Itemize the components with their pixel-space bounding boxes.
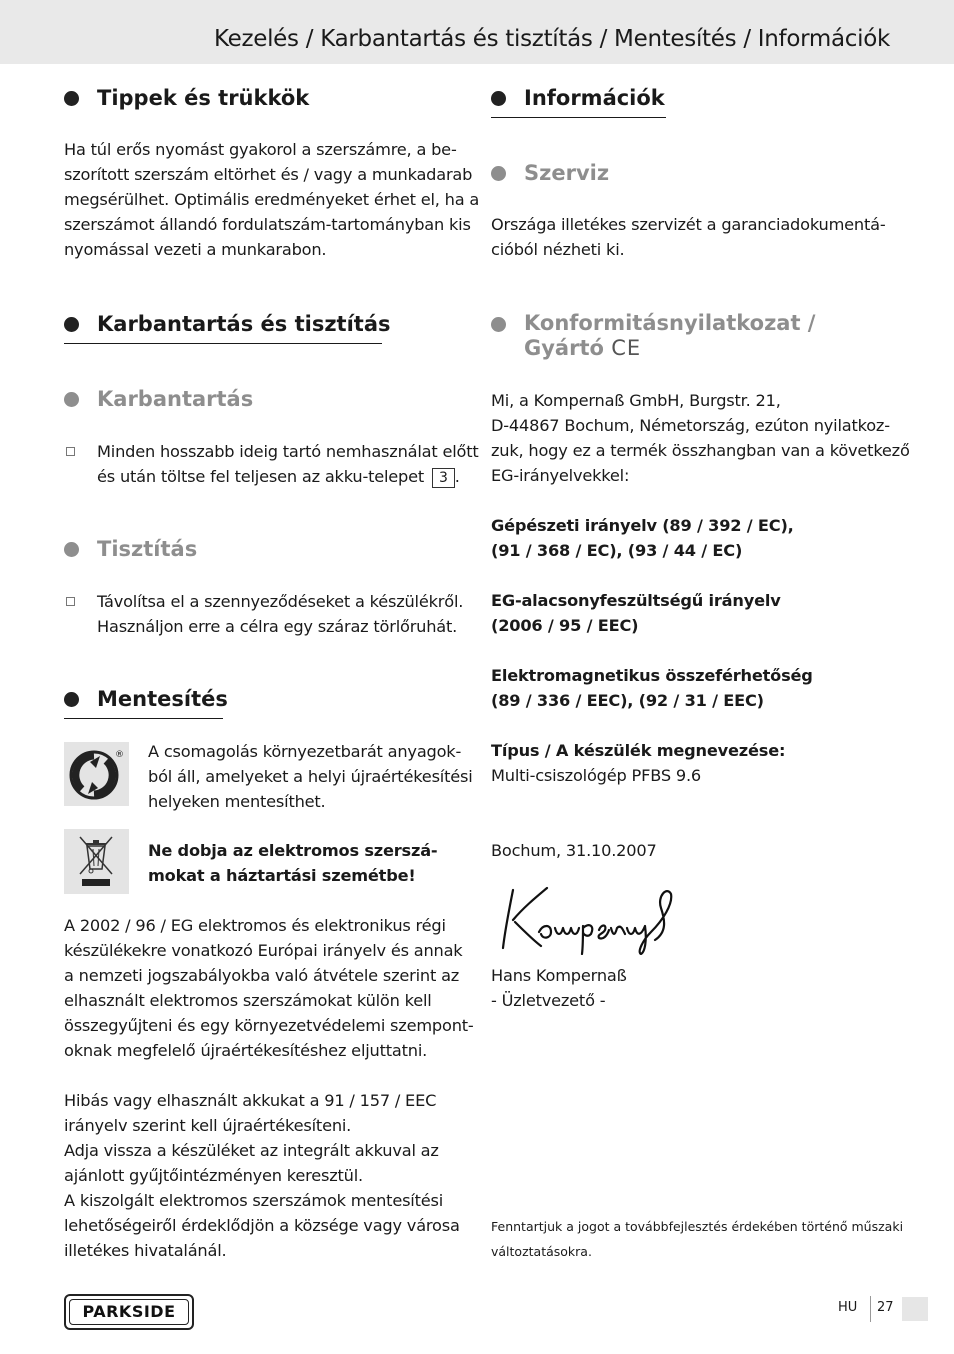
- page-number: 27: [877, 1300, 894, 1315]
- emc-directive: Elektromagnetikus összeférhetőség (89 / 336 / EEC), (92 / 31 / EEC): [491, 666, 813, 710]
- conformity-intro: Mi, a Kompernaß GmbH, Burgstr. 21, D-44867 Bochum, Németország, ezúton nyilatkoz- zuk, hogy ez a termék összhangban van a következő EG-irányelvekkel:: [491, 391, 910, 485]
- bullet-dot-icon: [64, 91, 79, 106]
- machinery-directive: Gépészeti irányelv (89 / 392 / EC), (91 / 368 / EC), (93 / 44 / EC): [491, 516, 794, 560]
- battery-disposal-paragraph: Hibás vagy elhasznált akkukat a 91 / 157 / EEC irányelv szerint kell újraértékesíteni. Adja vissza a készüléket az integrált akkuval az ajánlott gyűjtőintézményen keresztül. A kiszolgált elektromos szerszámok mentesítési lehetőségeiről érdeklődjön a községe vagy városa illetékes hivatalánál.: [64, 1091, 460, 1260]
- bullet-dot-icon: [491, 91, 506, 106]
- bullet-dot-icon: [491, 317, 506, 332]
- footer-divider: [870, 1296, 871, 1322]
- low-voltage-directive: EG-alacsonyfeszültségű irányelv (2006 / 95 / EEC): [491, 591, 781, 635]
- signer-block: Hans Kompernaß - Üzletvezető -: [491, 966, 627, 1010]
- page-tab-marker: [902, 1297, 928, 1321]
- bullet-dot-icon: [491, 166, 506, 181]
- bullet-dot-icon: [64, 692, 79, 707]
- tips-paragraph: Ha túl erős nyomást gyakorol a szerszámre, a be- szorított szerszám eltörhet és / vagy a munkadarab megsérülhet. Optimális eredményeket érhet el, ha a szerszámot állandó fordulatszám-tartományban kis nyomással vezeti a munkarabon.: [64, 140, 480, 259]
- bullet-dot-icon: [64, 392, 79, 407]
- page-title: Kezelés / Karbantartás és tisztítás / Mentesítés / Információk: [213, 26, 890, 52]
- language-code: HU: [838, 1300, 858, 1315]
- crossed-out-bin-icon: [64, 829, 129, 894]
- disposal-warning: Ne dobja az elektromos szerszá- mokat a háztartási szemétbe!: [148, 841, 438, 885]
- square-bullet-icon: [66, 447, 75, 456]
- service-paragraph: Országa illetékes szervizét a garanciadokumentá- cióból nézheti ki.: [491, 215, 886, 259]
- registered-mark: ®: [115, 750, 124, 760]
- weee-directive-paragraph: A 2002 / 96 / EG elektromos és elektronikus régi készülékekre vonatkozó Európai irányelv és annak a nemzeti jogszabályokba való átvétele szerint az elhasznált elektromos szerszámokat külön kell összegyűjteni és egy környezetvédelemi szempont- oknak megfelelő újraértékesítéshez eljuttatni.: [64, 916, 474, 1060]
- bullet-dot-icon: [64, 317, 79, 332]
- cleaning-paragraph: Távolítsa el a szennyeződéseket a készülékről. Használjon erre a célra egy száraz törlőruhát.: [97, 592, 464, 636]
- square-bullet-icon: [66, 597, 75, 606]
- part-reference-box: 3: [432, 468, 455, 488]
- packaging-paragraph: A csomagolás környezetbarát anyagok- ból áll, amelyeket a helyi újraértékesítési helyeken mentesíthet.: [148, 742, 473, 811]
- bullet-dot-icon: [64, 542, 79, 557]
- technical-changes-notice: Fenntartjuk a jogot a továbbfejlesztés érdekében történő műszaki változtatásokra.: [491, 1219, 904, 1259]
- signature-date: Bochum, 31.10.2007: [491, 841, 657, 860]
- product-type: Típus / A készülék megnevezése: Multi-csiszológép PFBS 9.6: [491, 741, 786, 785]
- parkside-logo: PARKSIDE: [64, 1294, 194, 1330]
- maintenance-paragraph: Minden hosszabb ideig tartó nemhasználat előtt és után töltse fel teljesen az akku-telepet 3 .: [97, 442, 479, 486]
- ce-mark-icon: CE: [611, 336, 642, 360]
- recycling-green-dot-icon: [64, 742, 129, 806]
- handwritten-signature: [495, 880, 680, 955]
